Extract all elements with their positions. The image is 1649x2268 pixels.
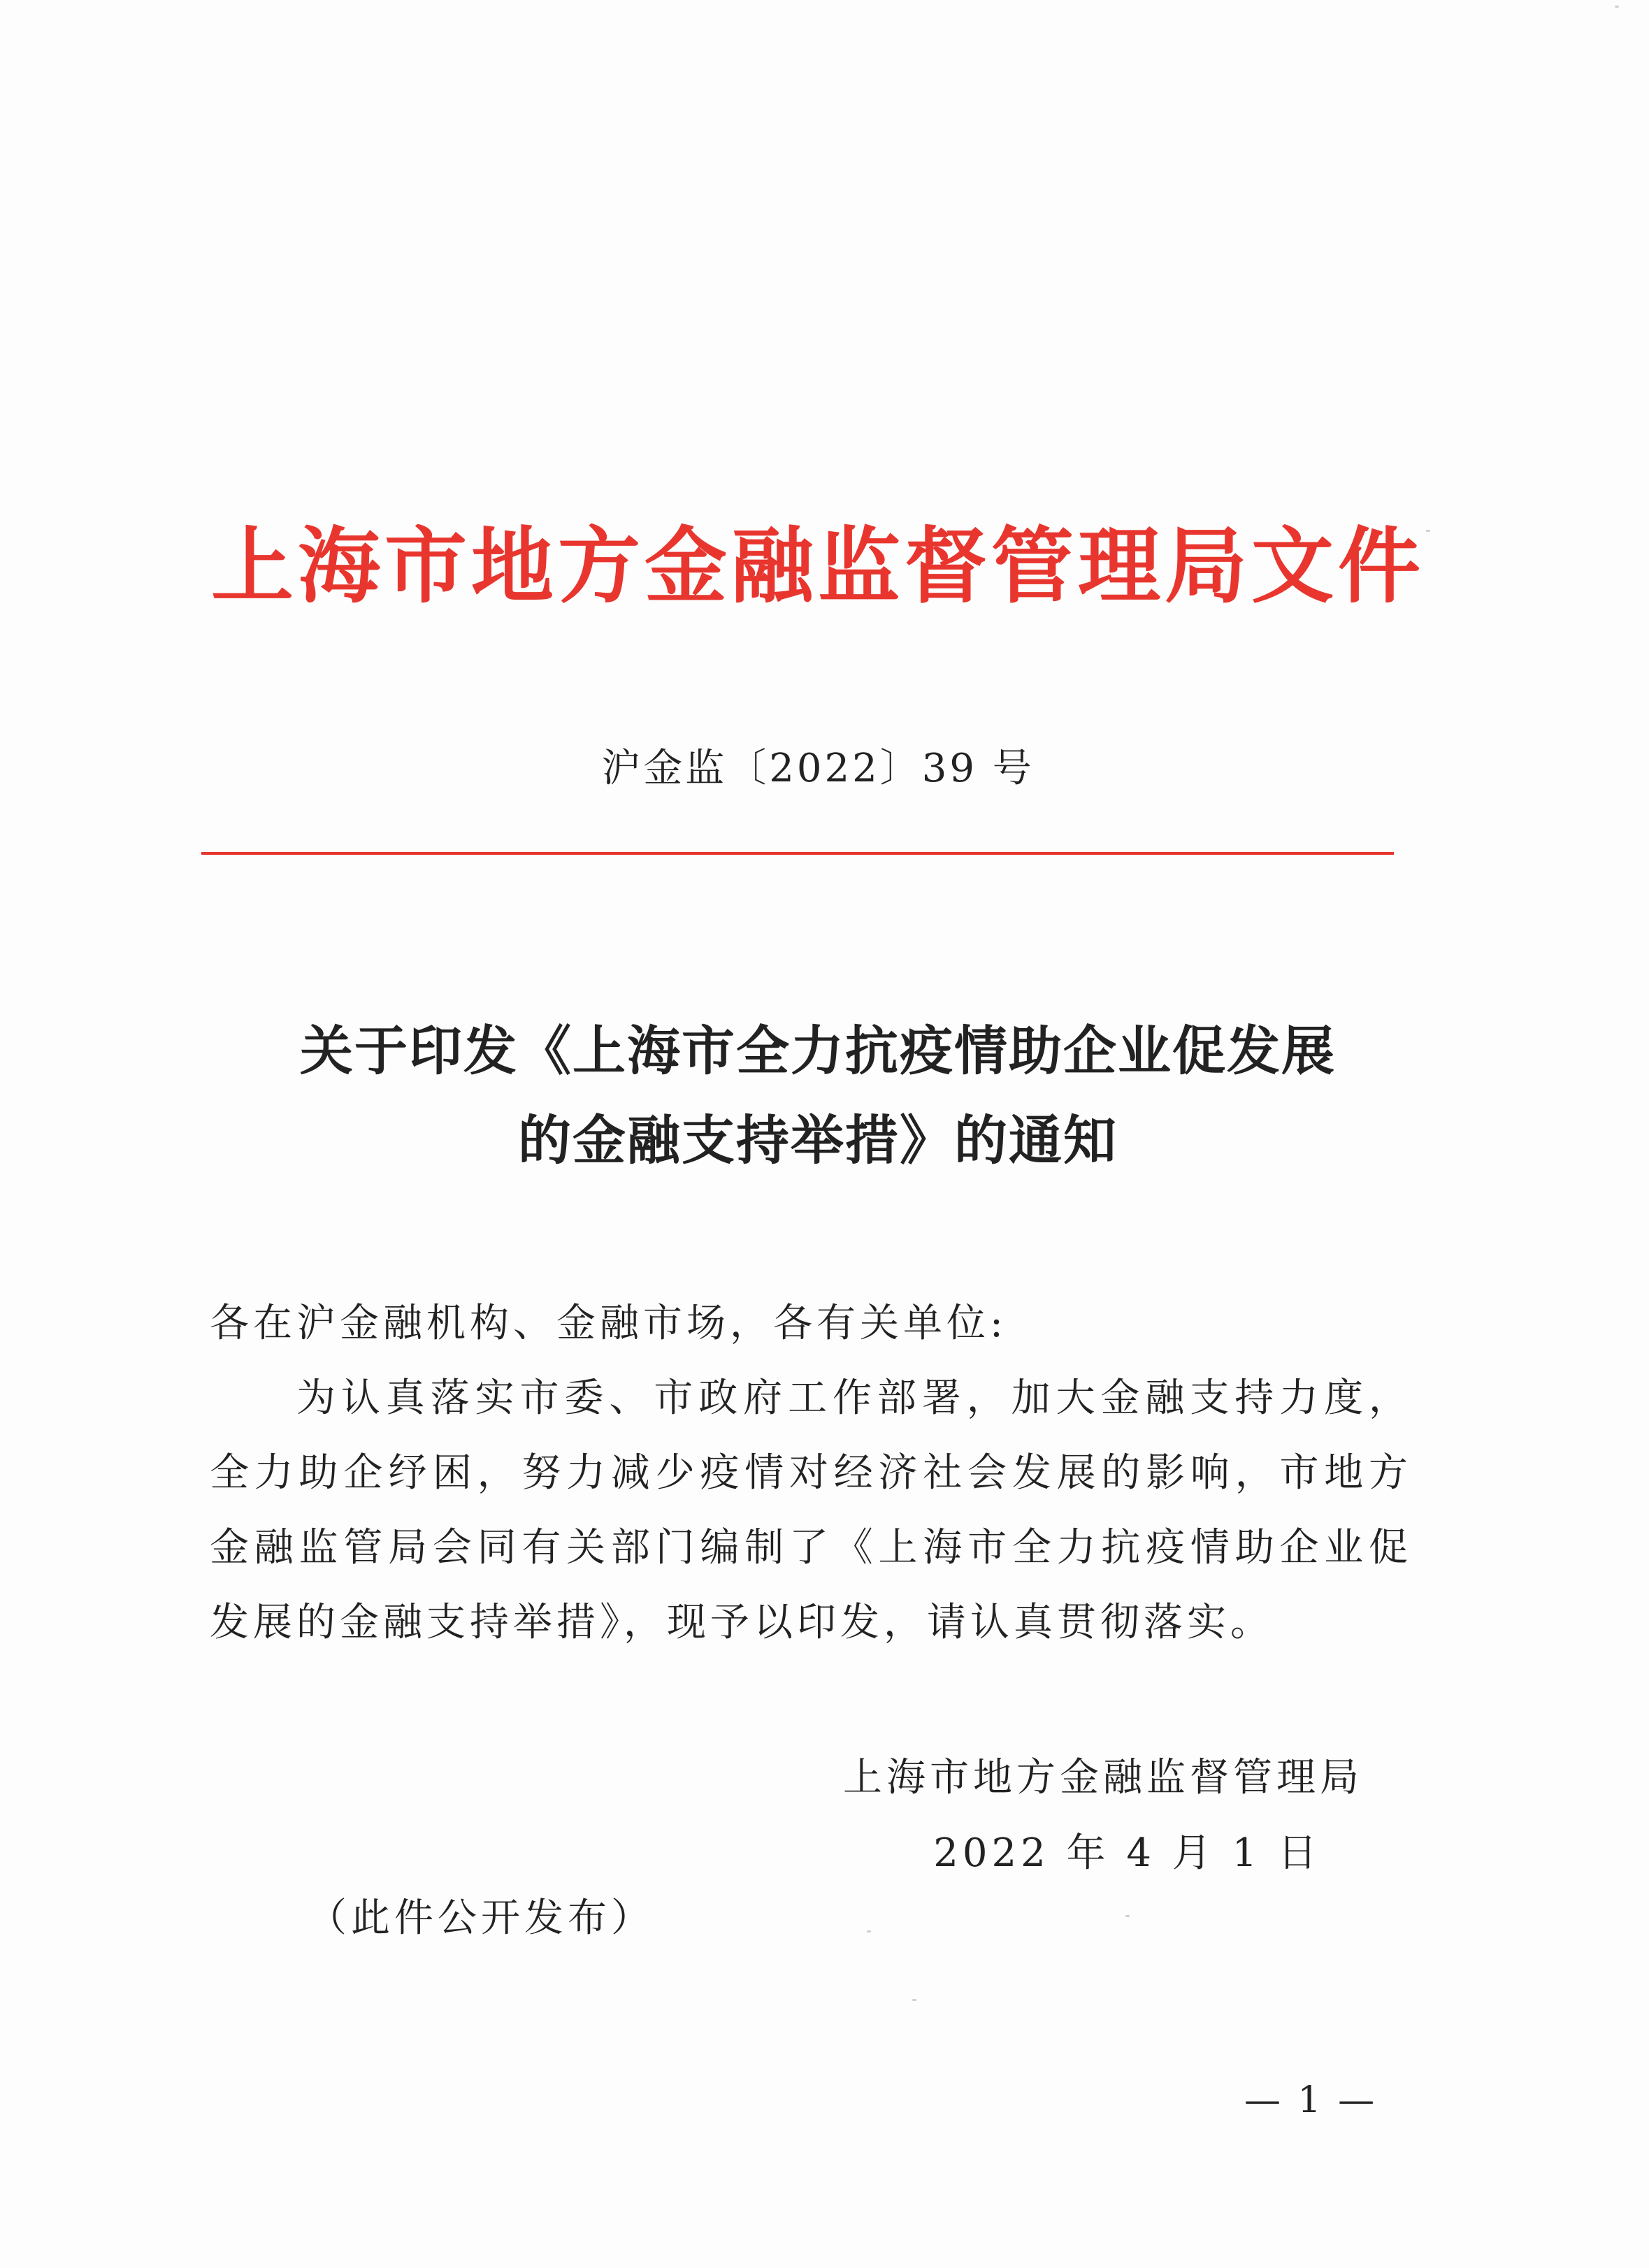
scan-speck [1615,6,1619,8]
notice-title-line-1: 关于印发《上海市全力抗疫情助企业促发展 [300,1020,1336,1082]
signing-date: 2022 年 4 月 1 日 [933,1830,1321,1876]
notice-body [210,1286,1412,1660]
header-red-rule [201,852,1394,855]
document-number: 沪金监〔2022〕39 号 [601,746,1035,791]
signing-organization: 上海市地方金融监督管理局 [843,1755,1363,1800]
salutation: 各在沪金融机构、金融市场，各有关单位: [210,1301,1007,1346]
notice-title [203,1006,1433,1185]
scan-speck [867,1930,871,1933]
public-release-note: （此件公开发布） [308,1895,654,1941]
notice-title-line-2: 的金融支持举措》的通知 [518,1109,1118,1171]
page-number: — 1 — [1244,2079,1378,2121]
body-paragraph: 为认真落实市委、市政府工作部署，加大金融支持力度，全力助企纾困，努力减少疫情对经济社会发展的影响，市地方金融监管局会同有关部门编制了《上海市全力抗疫情助企业促发展的金融支持举措》，现予以印发，请认真贯彻落实。 [210,1375,1412,1645]
scan-speck [912,1999,916,2001]
scan-speck [1426,530,1430,532]
signature-block [769,1740,1363,1891]
document-header-title: 上海市地方金融监督管理局文件 [210,517,1425,614]
scan-speck [1125,1915,1130,1917]
